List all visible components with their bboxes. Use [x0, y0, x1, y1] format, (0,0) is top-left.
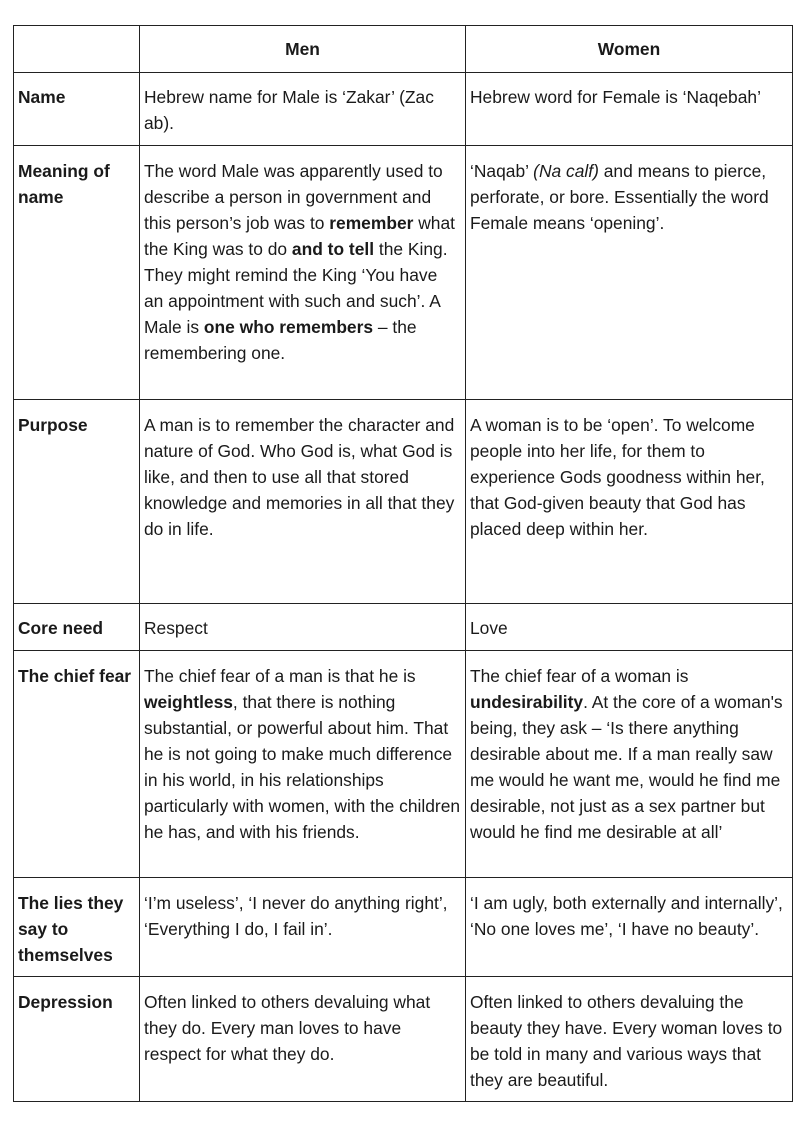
text-run: The word Male was apparently used to describe a person in government and this person’s job was to	[144, 161, 443, 233]
table-row	[14, 146, 793, 400]
bold-text: remember	[329, 213, 414, 233]
row-label-depression: Depression	[18, 992, 113, 1012]
italic-text: (Na calf)	[533, 161, 599, 181]
table-row	[14, 878, 793, 977]
men-cell-purpose	[144, 400, 461, 542]
header-row	[14, 26, 793, 73]
men-cell-depression	[144, 977, 461, 1067]
row-label-purpose: Purpose	[18, 415, 88, 435]
table-row	[14, 604, 793, 651]
bold-text: one who remembers	[203, 317, 374, 337]
women-cell-purpose	[470, 400, 788, 542]
text-run: Often linked to others devaluing the beauty they have. Every woman loves to be told in many and various ways that they are beautiful.	[470, 992, 783, 1090]
text-run: Often linked to others devaluing what they do. Every man loves to have respect for what they do.	[144, 992, 431, 1064]
men-cell-name	[144, 73, 461, 136]
row-label-core-need: Core need	[18, 618, 104, 638]
text-run: Hebrew name for Male is ‘Zakar’ (Zac ab).	[144, 87, 434, 133]
women-cell-meaning	[470, 146, 788, 236]
text-run: ‘I’m useless’, ‘I never do anything right’, ‘Everything I do, I fail in’.	[144, 893, 448, 939]
row-label-chief-fear: The chief fear	[18, 666, 132, 686]
women-cell-lies	[470, 878, 788, 942]
men-cell-lies	[144, 878, 461, 942]
men-cell-chief-fear	[144, 651, 461, 845]
text-run: ‘Naqab’	[470, 161, 534, 181]
text-run: what the King was to do	[144, 213, 455, 259]
women-cell-name	[470, 73, 788, 110]
row-label-name: Name	[18, 87, 66, 107]
bold-text: undesirability	[470, 692, 584, 712]
row-label-lies: The lies they say to themselves	[18, 893, 124, 965]
header-corner-cell	[14, 26, 140, 73]
table-row	[14, 73, 793, 146]
table-row	[14, 400, 793, 604]
text-run: Hebrew word for Female is ‘Naqebah’	[470, 87, 761, 107]
text-run: The chief fear of a woman is	[470, 666, 689, 686]
text-run: – the remembering one.	[144, 317, 417, 363]
text-run: , that there is nothing substantial, or powerful about him. That he is not going to make much difference in his world, in his relationships particularly with women, with the children he has, and with his friends.	[144, 692, 461, 842]
bold-text: weightless	[144, 692, 233, 712]
text-run: the King. They might remind the King ‘You have an appointment with such and such’. A Male is	[144, 239, 448, 337]
row-label-meaning-of-name: Meaning of name	[18, 161, 110, 207]
text-run: Respect	[144, 618, 208, 638]
text-run: . At the core of a woman's being, they ask – ‘Is there anything desirable about me. If a man really saw me would he want me, would he find me desirable, not just as a sex partner but would he find me desirable at all’	[470, 692, 783, 842]
text-run: and means to pierce, perforate, or bore. Essentially the word Female means ‘opening’.	[470, 161, 769, 233]
men-cell-meaning	[144, 146, 461, 366]
table-row	[14, 651, 793, 878]
women-cell-core-need	[470, 604, 788, 641]
men-cell-core-need	[144, 604, 461, 641]
text-run: The chief fear of a man is that he is	[144, 666, 416, 686]
women-cell-chief-fear	[470, 651, 788, 845]
header-men: Men	[140, 26, 466, 73]
text-run: A man is to remember the character and nature of God. Who God is, what God is like, and then to use all that stored knowledge and memories in all that they do in life.	[144, 415, 455, 539]
women-cell-depression	[470, 977, 788, 1093]
text-run: A woman is to be ‘open’. To welcome people into her life, for them to experience Gods goodness within her, that God-given beauty that God has placed deep within her.	[470, 415, 765, 539]
text-run: Love	[470, 618, 508, 638]
table-row	[14, 977, 793, 1102]
bold-text: and to tell	[291, 239, 375, 259]
header-women: Women	[466, 26, 793, 73]
comparison-table	[13, 25, 793, 1102]
text-run: ‘I am ugly, both externally and internally’, ‘No one loves me’, ‘I have no beauty’.	[470, 893, 783, 939]
